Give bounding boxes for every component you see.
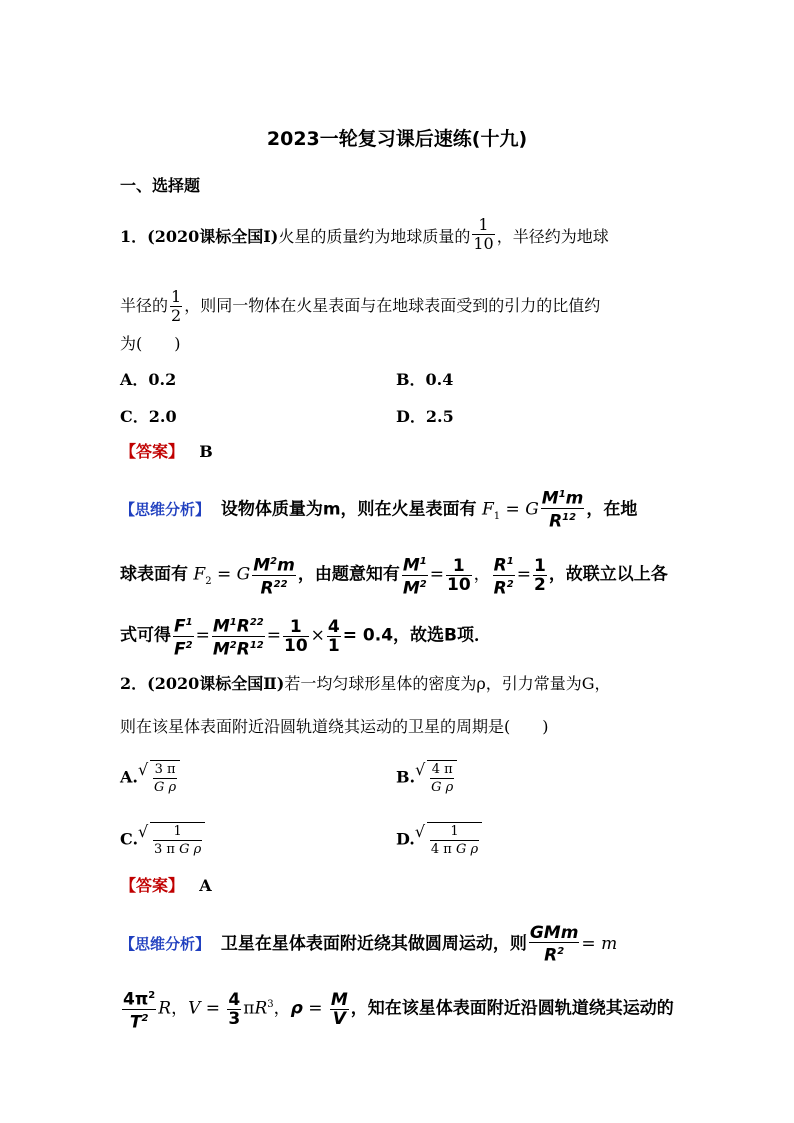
q1-number: 1． <box>120 227 148 246</box>
q2-source: (2020课标全国Ⅱ) <box>147 674 285 693</box>
q1-line-1: 1．(2020课标全国Ⅰ)火星的质量约为地球质量的 $\frac{1}{10}$ ，半径约为地球 <box>120 215 609 253</box>
q2-option-a: A. √ $\frac{3 \pi}{\text{G ρ}}$ <box>120 760 180 796</box>
q2-answer: A <box>199 876 212 895</box>
q2-analysis-line-1: 【思维分析】 卫星在星体表面附近绕其做圆周运动，则 $\frac{\text{GMm}}{R^2}$ = m <box>120 923 618 966</box>
q1-answer: B <box>199 442 213 461</box>
document-title: 2023一轮复习课后速练(十九) <box>266 128 528 150</box>
q2-answer-tag: 【答案】 <box>120 876 185 895</box>
q1-source: (2020课标全国Ⅰ) <box>147 227 279 246</box>
q1-option-c: C．2.0 <box>120 407 177 426</box>
section-heading: 一、选择题 <box>120 176 201 195</box>
q1-answer-line <box>120 442 213 462</box>
q1-option-a: A．0.2 <box>120 370 177 389</box>
q2-answer-line <box>120 876 212 896</box>
q2-analysis-tag: 【思维分析】 <box>120 934 211 953</box>
q1-fraction-mass: $\frac{1}{10}$ <box>473 215 494 253</box>
q1-option-b: B．0.4 <box>396 370 454 389</box>
q1-answer-tag: 【答案】 <box>120 442 185 461</box>
q2-option-c: C. √ $\frac{1}{\text{3 π G ρ}}$ <box>120 822 205 858</box>
q1-analysis-line-1: 【思维分析】 设物体质量为m，则在火星表面有 $F_1 = G$ $\frac{M^1m}{R^{12}}$ ，在地 <box>120 490 637 530</box>
q2-number: 2． <box>120 674 148 693</box>
q2-option-b: B. √ $\frac{4 \pi}{\text{G ρ}}$ <box>396 760 457 796</box>
q2-analysis-line-2: $\frac{4\pi^2}{T^2}$ R，V = $\frac{4}{3}$ $\pi R^3$，ρ = $\frac{M}{V}$ ，知在该星体表面附近沿圆轨道绕其运动的 <box>120 987 674 1031</box>
q2-option-d: D. √ $\frac{1}{\text{4 π G ρ}}$ <box>396 822 482 858</box>
q1-analysis-tag: 【思维分析】 <box>120 500 211 519</box>
q1-text: 火星的质量约为地球质量的 <box>278 227 471 246</box>
q1-line-2: 半径的 $\frac{1}{2}$ ，则同一物体在火星表面与在地球表面受到的引力的比值约 <box>120 287 601 325</box>
q1-analysis-line-2: 球表面有 $F_2 = G$ $\frac{M^2m}{R^{22}}$ ，由题意知有 $\frac{M^1}{M^2}$ = $\frac{1}{10}$ ， $\frac{R^1}{R^2}$ = $\frac{1}{2}$ ，故联立以上各 <box>120 553 668 597</box>
q1-line-3: 为( ) <box>120 334 181 353</box>
q2-line-2: 则在该星体表面附近沿圆轨道绕其运动的卫星的周期是( ) <box>120 717 549 736</box>
q1-option-d: D．2.5 <box>396 407 454 426</box>
q2-line-1: 2．(2020课标全国Ⅱ)若一均匀球形星体的密度为ρ，引力常量为G， <box>120 674 611 693</box>
q1-fraction-radius: $\frac{1}{2}$ <box>171 287 182 325</box>
q1-analysis-line-3: 式可得 $\frac{F^1}{F^2}$ = $\frac{M^1R^{22}}{M^2R^{12}}$ = $\frac{1}{10}$ × $\frac{4}{1}$ = 0.4，故选B项． <box>120 614 491 658</box>
